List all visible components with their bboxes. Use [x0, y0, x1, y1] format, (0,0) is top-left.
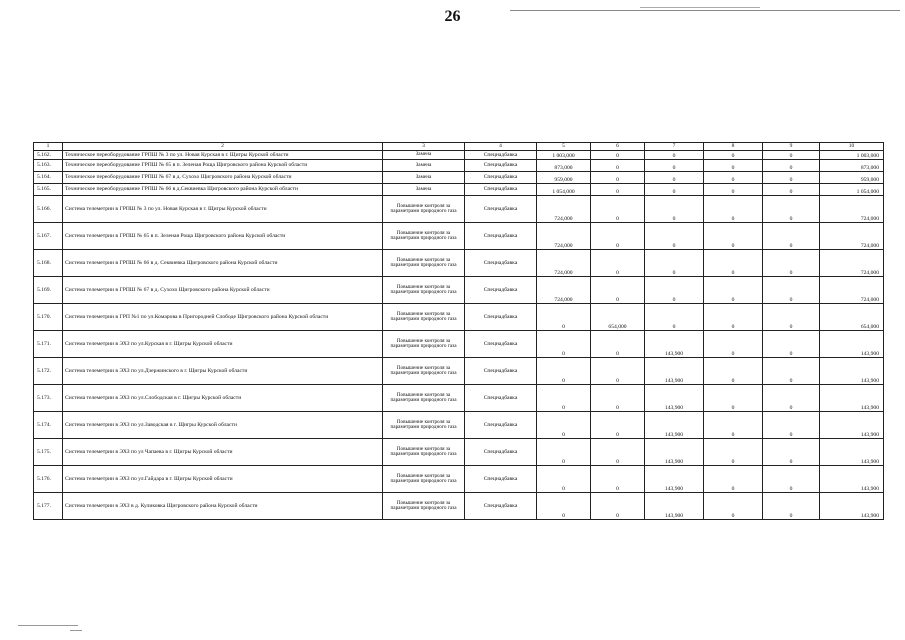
- column-header: 6: [591, 143, 645, 151]
- funding-source: Спецнадбавка: [465, 358, 537, 385]
- value-col-9: 0: [763, 250, 820, 277]
- column-header: 7: [645, 143, 704, 151]
- value-col-5: 873,000: [537, 160, 591, 172]
- event-type: Замена: [383, 151, 465, 160]
- scan-mark: [18, 625, 78, 626]
- row-number: 5.173.: [34, 385, 63, 412]
- value-col-5: 0: [537, 331, 591, 358]
- object-name: Система телеметрии в ЭХЗ по ул.Курская в г. Щигры Курской области: [63, 331, 383, 358]
- object-name: Система телеметрии в ЭХЗ по ул.Заводская в г. Щигры Курской области: [63, 412, 383, 439]
- value-col-9: 0: [763, 358, 820, 385]
- funding-source: Спецнадбавка: [465, 196, 537, 223]
- value-col-7: 0: [645, 151, 704, 160]
- value-col-7: 143,900: [645, 358, 704, 385]
- total-value: 143,900: [820, 385, 884, 412]
- value-col-8: 0: [704, 151, 763, 160]
- total-value: 873,000: [820, 160, 884, 172]
- value-col-7: 143,900: [645, 331, 704, 358]
- row-number: 5.168.: [34, 250, 63, 277]
- value-col-5: 0: [537, 358, 591, 385]
- event-type: Замена: [383, 160, 465, 172]
- table-row: [34, 223, 884, 250]
- funding-source: Спецнадбавка: [465, 304, 537, 331]
- value-col-8: 0: [704, 412, 763, 439]
- row-number: 5.172.: [34, 358, 63, 385]
- object-name: Система телеметрии в ЭХЗ по ул Чапаева в г. Щигры Курской области: [63, 439, 383, 466]
- total-value: 143,900: [820, 358, 884, 385]
- value-col-9: 0: [763, 412, 820, 439]
- object-name: Техническое переоборудование ГРПШ № 66 в д.Секвиевка Щигровского района Курской области: [63, 184, 383, 196]
- value-col-5: 0: [537, 304, 591, 331]
- object-name: Техническое переоборудование ГРПШ № 3 по ул. Новая Курская в г. Щигры Курской области: [63, 151, 383, 160]
- value-col-8: 0: [704, 385, 763, 412]
- event-type: Повышение контроля за параметрами природного газа: [383, 412, 465, 439]
- row-number: 5.162.: [34, 151, 63, 160]
- column-header: 5: [537, 143, 591, 151]
- value-col-9: 0: [763, 439, 820, 466]
- event-type: Повышение контроля за параметрами природного газа: [383, 358, 465, 385]
- object-name: Система телеметрии в ЭХЗ по ул.Гайдара в г. Щигры Курской области: [63, 466, 383, 493]
- row-number: 5.176.: [34, 466, 63, 493]
- column-header: 4: [465, 143, 537, 151]
- table-body: [34, 143, 884, 520]
- value-col-8: 0: [704, 493, 763, 520]
- funding-source: Спецнадбавка: [465, 223, 537, 250]
- value-col-9: 0: [763, 184, 820, 196]
- value-col-7: 0: [645, 223, 704, 250]
- object-name: Система телеметрии в ГРПШ № 67 в д. Сухохо Щигровского района Курской области: [63, 277, 383, 304]
- table-row: [34, 172, 884, 184]
- value-col-8: 0: [704, 466, 763, 493]
- event-type: Повышение контроля за параметрами природного газа: [383, 493, 465, 520]
- value-col-7: 143,900: [645, 412, 704, 439]
- value-col-5: 1 054,000: [537, 184, 591, 196]
- row-number: 5.166.: [34, 196, 63, 223]
- column-header: 3: [383, 143, 465, 151]
- event-type: Повышение контроля за параметрами природного газа: [383, 466, 465, 493]
- funding-source: Спецнадбавка: [465, 184, 537, 196]
- value-col-8: 0: [704, 250, 763, 277]
- value-col-6: 0: [591, 250, 645, 277]
- object-name: Система телеметрии в ЭХЗ по ул.Слободская в г. Щигры Курской области: [63, 385, 383, 412]
- table-row: [34, 412, 884, 439]
- row-number: 5.164.: [34, 172, 63, 184]
- value-col-5: 0: [537, 439, 591, 466]
- value-col-7: 0: [645, 172, 704, 184]
- value-col-5: 724,000: [537, 250, 591, 277]
- value-col-9: 0: [763, 277, 820, 304]
- value-col-6: 0: [591, 358, 645, 385]
- object-name: Техническое переоборудование ГРПШ № 67 в д. Сухохо Щигровского района Курской области: [63, 172, 383, 184]
- value-col-6: 0: [591, 172, 645, 184]
- column-header: 9: [763, 143, 820, 151]
- column-header: 10: [820, 143, 884, 151]
- row-number: 5.171.: [34, 331, 63, 358]
- value-col-8: 0: [704, 160, 763, 172]
- row-number: 5.175.: [34, 439, 63, 466]
- value-col-7: 0: [645, 160, 704, 172]
- object-name: Техническое переоборудование ГРПШ № 65 в п. Зеленая Роща Щигровского района Курской области: [63, 160, 383, 172]
- value-col-7: 0: [645, 184, 704, 196]
- value-col-8: 0: [704, 439, 763, 466]
- row-number: 5.165.: [34, 184, 63, 196]
- value-col-9: 0: [763, 223, 820, 250]
- value-col-9: 0: [763, 160, 820, 172]
- value-col-7: 0: [645, 304, 704, 331]
- funding-source: Спецнадбавка: [465, 151, 537, 160]
- value-col-8: 0: [704, 172, 763, 184]
- table-row: [34, 184, 884, 196]
- value-col-9: 0: [763, 196, 820, 223]
- value-col-9: 0: [763, 466, 820, 493]
- funding-source: Спецнадбавка: [465, 439, 537, 466]
- total-value: 143,900: [820, 466, 884, 493]
- value-col-9: 0: [763, 172, 820, 184]
- value-col-5: 724,000: [537, 223, 591, 250]
- row-number: 5.174.: [34, 412, 63, 439]
- object-name: Система телеметрии в ГРПШ № 66 в д. Секвиевка Щигровского района Курской области: [63, 250, 383, 277]
- value-col-6: 0: [591, 196, 645, 223]
- value-col-6: 0: [591, 223, 645, 250]
- table-row: [34, 358, 884, 385]
- column-header: 2: [63, 143, 383, 151]
- row-number: 5.167.: [34, 223, 63, 250]
- value-col-8: 0: [704, 358, 763, 385]
- value-col-8: 0: [704, 196, 763, 223]
- funding-source: Спецнадбавка: [465, 412, 537, 439]
- event-type: Повышение контроля за параметрами природного газа: [383, 304, 465, 331]
- object-name: Система телеметрии в ГРПШ № 65 в п. Зеленая Роща Щигровского района Курской области: [63, 223, 383, 250]
- value-col-9: 0: [763, 304, 820, 331]
- event-type: Повышение контроля за параметрами природного газа: [383, 223, 465, 250]
- value-col-7: 143,900: [645, 493, 704, 520]
- value-col-7: 0: [645, 250, 704, 277]
- funding-source: Спецнадбавка: [465, 250, 537, 277]
- value-col-5: 959,000: [537, 172, 591, 184]
- funding-source: Спецнадбавка: [465, 172, 537, 184]
- value-col-5: 0: [537, 385, 591, 412]
- total-value: 143,900: [820, 412, 884, 439]
- object-name: Система телеметрии в ЭХЗ в д. Куликовка Щигровского района Курской области: [63, 493, 383, 520]
- scan-mark: [70, 630, 82, 631]
- value-col-6: 0: [591, 493, 645, 520]
- row-number: 5.169.: [34, 277, 63, 304]
- value-col-8: 0: [704, 277, 763, 304]
- table-row: [34, 160, 884, 172]
- program-table: [33, 142, 884, 520]
- value-col-7: 0: [645, 196, 704, 223]
- table-row: [34, 331, 884, 358]
- value-col-5: 724,000: [537, 196, 591, 223]
- value-col-5: 0: [537, 493, 591, 520]
- total-value: 724,000: [820, 196, 884, 223]
- funding-source: Спецнадбавка: [465, 466, 537, 493]
- table-row: [34, 385, 884, 412]
- value-col-9: 0: [763, 331, 820, 358]
- value-col-7: 143,900: [645, 439, 704, 466]
- event-type: Повышение контроля за параметрами природного газа: [383, 196, 465, 223]
- total-value: 143,900: [820, 331, 884, 358]
- value-col-5: 0: [537, 466, 591, 493]
- value-col-9: 0: [763, 385, 820, 412]
- table-row: [34, 466, 884, 493]
- table-row: [34, 304, 884, 331]
- value-col-7: 0: [645, 277, 704, 304]
- object-name: Система телеметрии в ЭХЗ по ул.Дзержинского в г. Щигры Курской области: [63, 358, 383, 385]
- value-col-8: 0: [704, 184, 763, 196]
- value-col-6: 0: [591, 331, 645, 358]
- total-value: 724,000: [820, 250, 884, 277]
- value-col-6: 0: [591, 160, 645, 172]
- funding-source: Спецнадбавка: [465, 160, 537, 172]
- value-col-6: 654,000: [591, 304, 645, 331]
- event-type: Замена: [383, 172, 465, 184]
- value-col-5: 724,000: [537, 277, 591, 304]
- value-col-5: 0: [537, 412, 591, 439]
- total-value: 1 003,000: [820, 151, 884, 160]
- total-value: 959,000: [820, 172, 884, 184]
- value-col-6: 0: [591, 184, 645, 196]
- total-value: 724,000: [820, 223, 884, 250]
- value-col-6: 0: [591, 439, 645, 466]
- event-type: Замена: [383, 184, 465, 196]
- event-type: Повышение контроля за параметрами природного газа: [383, 250, 465, 277]
- value-col-6: 0: [591, 277, 645, 304]
- object-name: Система телеметрии в ГРП №1 по ул.Комарова в Пригородней Слободе Щигровского района Курской области: [63, 304, 383, 331]
- object-name: Система телеметрии в ГРПШ № 3 по ул. Новая Курская в г. Щигры Курской области: [63, 196, 383, 223]
- event-type: Повышение контроля за параметрами природного газа: [383, 331, 465, 358]
- table-row: [34, 439, 884, 466]
- row-number: 5.163.: [34, 160, 63, 172]
- event-type: Повышение контроля за параметрами природного газа: [383, 277, 465, 304]
- row-number: 5.170.: [34, 304, 63, 331]
- column-number-row: [34, 143, 884, 151]
- value-col-7: 143,900: [645, 466, 704, 493]
- total-value: 143,900: [820, 493, 884, 520]
- table-row: [34, 277, 884, 304]
- table-row: [34, 493, 884, 520]
- total-value: 724,000: [820, 277, 884, 304]
- value-col-9: 0: [763, 151, 820, 160]
- value-col-6: 0: [591, 466, 645, 493]
- column-header: 1: [34, 143, 63, 151]
- value-col-8: 0: [704, 223, 763, 250]
- funding-source: Спецнадбавка: [465, 493, 537, 520]
- event-type: Повышение контроля за параметрами природного газа: [383, 439, 465, 466]
- value-col-8: 0: [704, 331, 763, 358]
- total-value: 1 054,000: [820, 184, 884, 196]
- funding-source: Спецнадбавка: [465, 277, 537, 304]
- value-col-5: 1 003,000: [537, 151, 591, 160]
- table-row: [34, 196, 884, 223]
- row-number: 5.177.: [34, 493, 63, 520]
- value-col-8: 0: [704, 304, 763, 331]
- total-value: 654,000: [820, 304, 884, 331]
- total-value: 143,900: [820, 439, 884, 466]
- value-col-6: 0: [591, 151, 645, 160]
- value-col-9: 0: [763, 493, 820, 520]
- column-header: 8: [704, 143, 763, 151]
- table-row: [34, 250, 884, 277]
- funding-source: Спецнадбавка: [465, 331, 537, 358]
- value-col-7: 143,900: [645, 385, 704, 412]
- event-type: Повышение контроля за параметрами природного газа: [383, 385, 465, 412]
- funding-source: Спецнадбавка: [465, 385, 537, 412]
- table-row: [34, 151, 884, 160]
- page-number: 26: [444, 8, 461, 25]
- value-col-6: 0: [591, 412, 645, 439]
- value-col-6: 0: [591, 385, 645, 412]
